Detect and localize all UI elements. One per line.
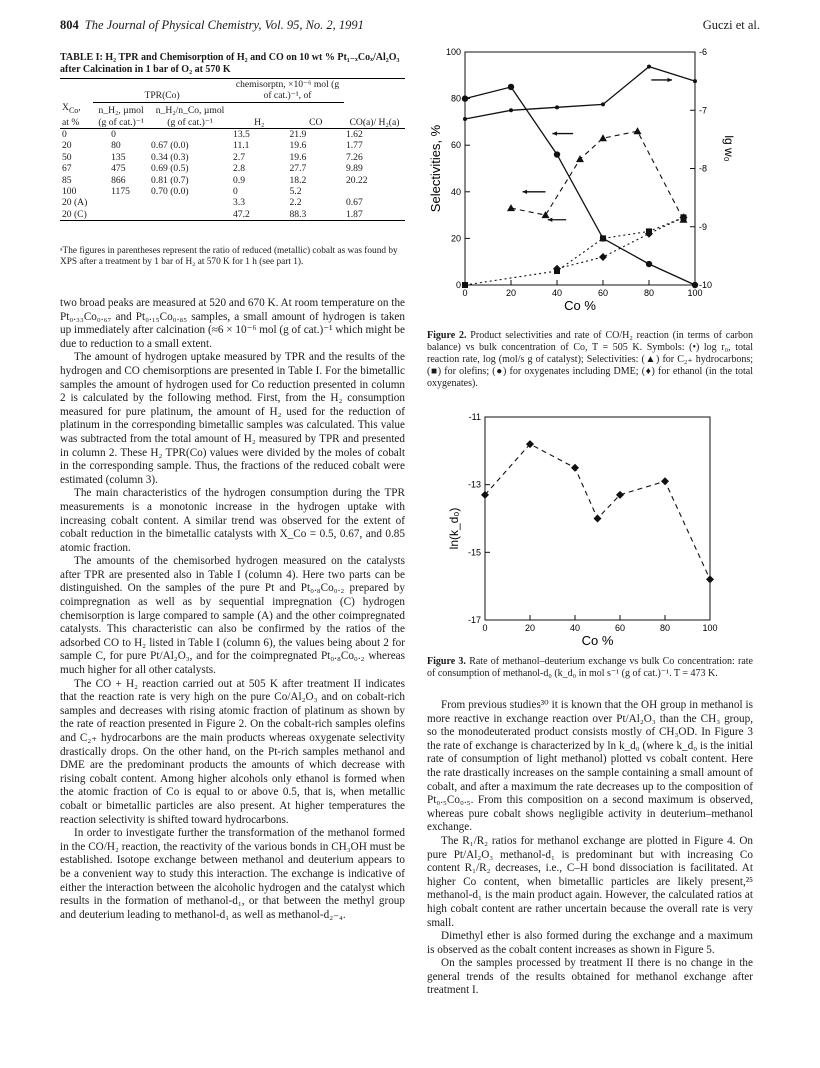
data-point <box>576 155 584 162</box>
paragraph: The amount of hydrogen uptake measured by TPR and the results of the hydrogen and CO chemisorptions are presented in Table I. For the bimetallic samples the amount of hydrogen used for Co reduction presented in column 2 is calculated by the following method. First, from the H₂ consumption measured for pure platinum, the amount of H₂ used for the reduction of platinum in the corresponding bimetallic samples was calculated. This value was subtracted from the total amount of H₂ measured by TPR and presented in column 2. These H₂ TPR(Co) values were divided by the moles of cobalt in the corresponding sample. Thus, the fractions of the reduced cobalt were estimated (column 3). <box>60 351 405 486</box>
paragraph: two broad peaks are measured at 520 and 670 K. At room temperature on the Pt₀.₃₃Co₀.₆₇ and Pt₀.₁₅Co₀.₈₅ samples, a small amount of hydrogen is taken up immediately after calcination (≈6 × 10⁻⁶ mol (g of cat.)⁻¹ which might be due to reduction to a small extent. <box>60 297 405 350</box>
series-line <box>465 217 684 285</box>
x-tick-label: 40 <box>569 623 581 633</box>
table-header-x: $X_{Co}$, at % <box>62 102 81 128</box>
table-caption: TABLE I: H₂ TPR and Chemisorption of H₂ and CO on 10 wt % Pt₁₋ₓCoₓ/Al₂O₃ after Calcination in 1 bar of O₂ at 570 K <box>60 52 400 75</box>
y-tick-label: 60 <box>450 140 461 151</box>
data-point <box>693 79 697 83</box>
series-line <box>485 444 710 579</box>
x-tick-label: 20 <box>524 623 536 633</box>
paragraph: The amounts of the chemisorbed hydrogen measured on the catalysts after TPR are presented also in Table I (column 4). Here two parts can be distinguished. On the samples of the pure Pt and Pt₀.₈Co₀.₂ prepared by coimpregnation as well as by sequential impregnation (C) hydrogen chemisorption is large compared to sample (A) and the other coimpregnated catalysts. This characteristic can also be confirmed by the ratios of the adsorbed CO to H₂ listed in Table I (column 6), the values being about 2 for sample C, for pure Pt/Al₂O₃, and for the coimpregnated Pt₀.₈Co₀.₂ whereas much higher for all other catalysts. <box>60 555 405 677</box>
author-header: Guczi et al. <box>702 18 760 32</box>
data-point <box>600 235 606 241</box>
table-group-tpr: TPR(Co) <box>93 79 231 103</box>
table-row: 0 0 13.5 21.9 1.62 <box>60 129 405 141</box>
journal-title: The Journal of Physical Chemistry, Vol. 95, No. 2, 1991 <box>84 18 364 32</box>
data-point <box>706 575 714 583</box>
page-number: 804 <box>60 18 79 32</box>
y2-tick-label: -10 <box>699 280 713 290</box>
y-tick-label: -17 <box>467 615 481 625</box>
x-tick-label: 40 <box>551 288 563 298</box>
data-point <box>508 84 514 90</box>
series-line <box>465 67 695 119</box>
data-point <box>555 105 559 109</box>
data-point <box>509 108 513 112</box>
data-point <box>599 134 607 141</box>
x-tick-label: 80 <box>659 623 671 633</box>
table-group-chem: chemisorptn, ×10⁻⁶ mol (g of cat.)⁻¹, of <box>231 79 344 103</box>
paragraph: In order to investigate further the transformation of the methanol formed in the CO/H₂ reaction, the reactivity of the various bonds in CH₃OH must be established. Isotope exchange between methanol and deuterium appears to be a convenient way to study this interaction. The exchange is indicative of either the interaction between the alcoholic hydrogen and the catalyst which results in the formation of methanol-d₁, or that between the methyl group and deuterium leading to methanol-d₁ as well as methanol-d₂₋₄. <box>60 827 405 921</box>
x-tick-label: 100 <box>702 623 718 633</box>
table-header-ratio: n_H₂/n_Co, µmol (g of cat.)⁻¹ <box>155 105 225 128</box>
y-tick-label: 20 <box>450 233 461 244</box>
right-column-text <box>427 699 753 998</box>
table-row: 100 1175 0.70 (0.0) 0 5.2 <box>62 186 302 198</box>
y-axis-label: ln(k_d₀) <box>447 507 461 550</box>
data-point <box>661 477 669 485</box>
data-point <box>601 102 605 106</box>
paragraph: Dimethyl ether is also formed during the exchange and a maximum is observed as the cobalt content increases as shown in Figure 5. <box>427 930 753 956</box>
table-row: 50 135 0.34 (0.3) 2.7 19.6 7.26 <box>62 151 363 163</box>
figure-2-caption: Figure 2. Product selectivities and rate of CO/H₂ reaction (in terms of carbon balance) vs bulk concentration of Co, T = 505 K. Symbols: (•) log r₀, total reaction rate, log (mol/s g of catalyst); Selectivities: (▲) for C₂₊ hydrocarbons; (■) for olefins; (●) for oxygenates including DME; (♦) for ethanol (in the total oxygenates). <box>427 330 753 389</box>
data-point <box>462 95 468 101</box>
series-line <box>557 217 684 268</box>
y-tick-label: 100 <box>445 47 461 57</box>
y2-tick-label: -9 <box>699 221 708 232</box>
arrow-head <box>523 190 528 194</box>
y2-tick-label: -8 <box>699 163 708 174</box>
y-tick-label: -13 <box>467 479 481 490</box>
x-tick-label: 20 <box>505 288 517 298</box>
paragraph: The CO + H₂ reaction carried out at 505 K after treatment II indicates that the reaction rate is very high on the pure Co/Al₂O₃ and on cobalt-rich samples and decreases with rising atomic fraction of platinum as shown by the rate of reaction presented in Figure 2. On the cobalt-rich samples olefins and C₂₊ hydrocarbons are the main products whereas oxygenate selectivity drastically drops. On the other hand, on the Pt-rich samples methanol and DME are the predominant products the amounts of which decrease with rising cobalt content. Among higher alcohols only ethanol is formed when the atomic fraction of Co is equal to or above 0.5, that is, when metallic cobalt or bimetallic particles are also present. At higher temperatures the reaction selectivity is shifted toward hydrocarbons. <box>60 677 405 826</box>
table-header-h2: H₂ <box>231 102 287 128</box>
x-tick-label: 100 <box>687 288 703 298</box>
arrow-head <box>548 218 553 222</box>
x-axis-label: Co % <box>581 633 614 648</box>
data-point <box>599 253 607 261</box>
table-row: 20 80 0.67 (0.0) 11.1 19.6 1.77 <box>62 140 363 152</box>
data-point <box>463 117 467 121</box>
paragraph: On the samples processed by treatment II there is no change in the general trends of the results obtained for methanol exchange after treatment I. <box>427 957 753 997</box>
data-point <box>554 151 560 157</box>
y-tick-label: 0 <box>455 280 461 290</box>
paragraph: From previous studies³⁰ it is known that the OH group in methanol is more reactive in exchange reaction over Pt/Al₂O₃ than the CH₃ group, so the monodeuterated product consists mostly of CH₃OD. In Figure 3 the rate of exchange is characterized by ln k_d₀ (where k_d₀ is the initial rate of consumption of light methanol) plotted vs cobalt content. Here the rate drastically increases on the sample containing a small amount of cobalt, and after a maximum the rate decreases up to the composition of Pt₀.₅Co₀.₅. From this composition on a second maximum is observed, whereas pure cobalt shows negligible activity in deuterium–methanol exchange. <box>427 699 753 834</box>
arrow-head <box>667 78 672 82</box>
x-tick-label: 80 <box>643 288 655 298</box>
figure-3-chart <box>420 405 760 655</box>
table-row: 20 (A) 3.3 2.2 0.67 <box>62 197 363 209</box>
paragraph: The R₁/R₂ ratios for methanol exchange are plotted in Figure 4. On pure Pt/Al₂O₃ methanol-d₁ is predominant but with increasing Co content R₁/R₂ decreases, i.e., C–H bond dissociation is facilitated. At higher Co content, when bimetallic particles are likely present,²⁵ methanol-d₁ is the main product again. However, the calculated ratios at high cobalt content are rather uncertain because the overall rate is very small. <box>427 834 753 929</box>
x-tick-label: 0 <box>462 288 468 298</box>
y2-tick-label: -7 <box>699 105 708 116</box>
x-tick-label: 0 <box>482 623 488 633</box>
journal-line <box>60 18 364 33</box>
running-header <box>60 18 760 38</box>
table-row: 67 475 0.69 (0.5) 2.8 27.7 9.89 <box>62 163 363 175</box>
table-row: 20 (C) 47.2 88.3 1.87 <box>60 209 405 221</box>
y-tick-label: 40 <box>450 186 461 197</box>
table-header-nh2: n_H₂, µmol (g of cat.)⁻¹ <box>98 105 144 128</box>
data-point <box>647 65 651 69</box>
table-footnote: ᵃThe figures in parentheses represent the ratio of reduced (metallic) cobalt as was found by XPS after a treatment by 1 bar of H₂ at 570 K for 1 h (see part 1). <box>60 246 398 268</box>
data-point <box>507 204 515 211</box>
data-point <box>462 282 468 288</box>
paragraph: The main characteristics of the hydrogen consumption during the TPR measurements is a monotonic increase in the hydrogen uptake with increasing cobalt content. A similar trend was observed for the extent of cobalt reduction in the bimetallic catalysts with X_Co = 0.5, 0.67, and 0.85 atomic fraction. <box>60 487 405 554</box>
table-1 <box>60 78 405 221</box>
data-point <box>634 127 642 134</box>
y-axis-label: Selectivities, % <box>428 124 443 213</box>
data-point <box>571 464 579 472</box>
series-line <box>511 131 684 220</box>
data-point <box>646 261 652 267</box>
x-axis-label: Co % <box>564 298 596 313</box>
arrow-head <box>552 131 557 135</box>
data-point <box>594 515 602 523</box>
x-tick-label: 60 <box>597 288 609 298</box>
table-header-co: CO <box>288 102 344 128</box>
table-row: 85 866 0.81 (0.7) 0.9 18.2 20.22 <box>62 174 368 186</box>
y-tick-label: -15 <box>467 547 481 558</box>
y-tick-label: -11 <box>468 412 481 422</box>
figure-3-caption: Figure 3. Rate of methanol–deuterium exchange vs bulk Co concentration: rate of consumption of methanol-d₀ (k_d₀ in mol s⁻¹ (g of cat.)⁻¹. T = 473 K. <box>427 656 753 679</box>
left-column-text <box>60 297 405 922</box>
plot-frame <box>465 52 695 285</box>
y-tick-label: 80 <box>450 93 461 104</box>
data-point <box>542 211 550 218</box>
figure-2-chart <box>420 40 760 325</box>
y2-axis-label: lg w₀ <box>722 135 736 162</box>
table-header-coa: CO(a)/ H₂(a) <box>349 116 400 128</box>
data-point <box>692 282 698 288</box>
y2-tick-label: -6 <box>699 47 708 57</box>
x-tick-label: 60 <box>614 623 626 633</box>
